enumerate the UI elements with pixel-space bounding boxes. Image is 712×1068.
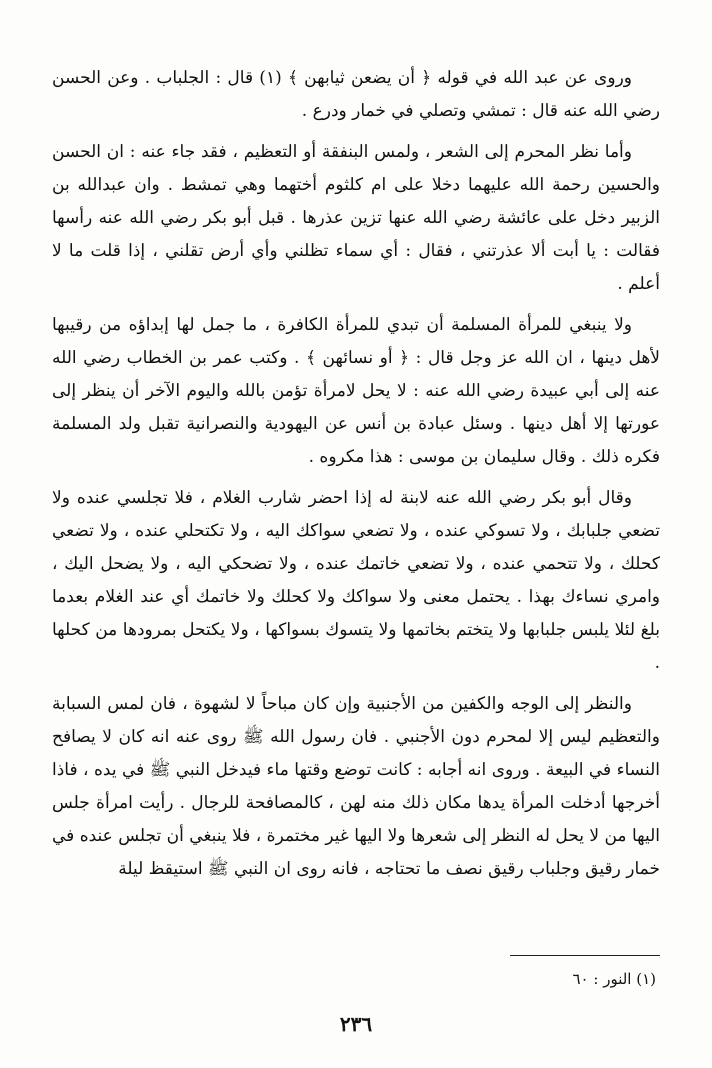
- body-text: [52, 62, 660, 894]
- paragraph-5: والنظر إلى الوجه والكفين من الأجنبية وإن كان مباحاً لا لشهوة ، فان لمس السبابة والتعظيم ليس إلا لمحرم دون الأجنبي . فان رسول الله ﷺ روى عنه انه كان لا يصافح النساء في البيعة . وروى انه أجابه : كانت توضع وقتها ماء فيدخل النبي ﷺ في يده ، فاذا أخرجها أدخلت المرأة يدها مكان ذلك منه لهن ، كالمصافحة للرجال . رأيت امرأة جلس اليها من لا يحل له النظر إلى شعرها ولا اليها غير مختمرة ، فلا ينبغي أن تجلس عنده في خمار رقيق وجلباب رقيق نصف ما تحتاجه ، فانه روى ان النبي ﷺ استيقظ ليلة: [52, 694, 660, 879]
- paragraph-2: وأما نظر المحرم إلى الشعر ، ولمس البنفقة أو التعظيم ، فقد جاء عنه : ان الحسن والحسين رحمة الله عليهما دخلا على ام كلثوم أختهما وهي تمشط . وان عبدالله بن الزبير دخل على عائشة رضي الله عنها تزين عذرها . قبل أبو بكر رضي الله عنه رأسها فقالت : يا أبت ألا عذرتني ، فقال : أي سماء تظلني وأي أرض تقلني ، إذا قلت ما لا أعلم .: [52, 142, 660, 294]
- page-number: ٢٣٦: [339, 1012, 373, 1036]
- paragraph-1: وروى عن عبد الله في قوله ﴿ أن يضعن ثيابهن ﴾ (١) قال : الجلباب . وعن الحسن رضي الله عنه قال : تمشي وتصلي في خمار ودرع .: [52, 68, 660, 121]
- footnote-divider: [510, 955, 660, 956]
- footnote: (١) النور : ٦٠: [572, 970, 656, 988]
- paragraph-4: وقال أبو بكر رضي الله عنه لابنة له إذا احضر شارب الغلام ، فلا تجلسي عنده ولا تضعي جلبابك ، ولا تسوكي عنده ، ولا تضعي سواكك اليه ، ولا تكتحلي عنده ، ولا تضعي كحلك ، ولا تتحمي عنده ، ولا تضعي خاتمك عنده ، ولا تضحكي اليه ، ولا يضحل اليك ، وامري نساءك بهذا . يحتمل معنى ولا سواكك ولا كحلك ولا خاتمك أي عند الغلام بعدما بلغ لئلا يلبس جلبابها ولا يتختم بخاتمها ولا يتسوك بسواكها ، ولا يكتحل بمرودها من كحلها .: [52, 488, 660, 673]
- paragraph-3: ولا ينبغي للمرأة المسلمة أن تبدي للمرأة الكافرة ، ما جمل لها إبداؤه من رقيبها لأهل دينها ، ان الله عز وجل قال : ﴿ أو نسائهن ﴾ . وكتب عمر بن الخطاب رضي الله عنه إلى أبي عبيدة رضي الله عنه : لا يحل لامرأة تؤمن بالله واليوم الآخر أن ينظر إلى عورتها إلا أهل دينها . وسئل عبادة بن أنس عن اليهودية والنصرانية تقبل ولد المسلمة فكره ذلك . وقال سليمان بن موسى : هذا مكروه .: [52, 315, 660, 467]
